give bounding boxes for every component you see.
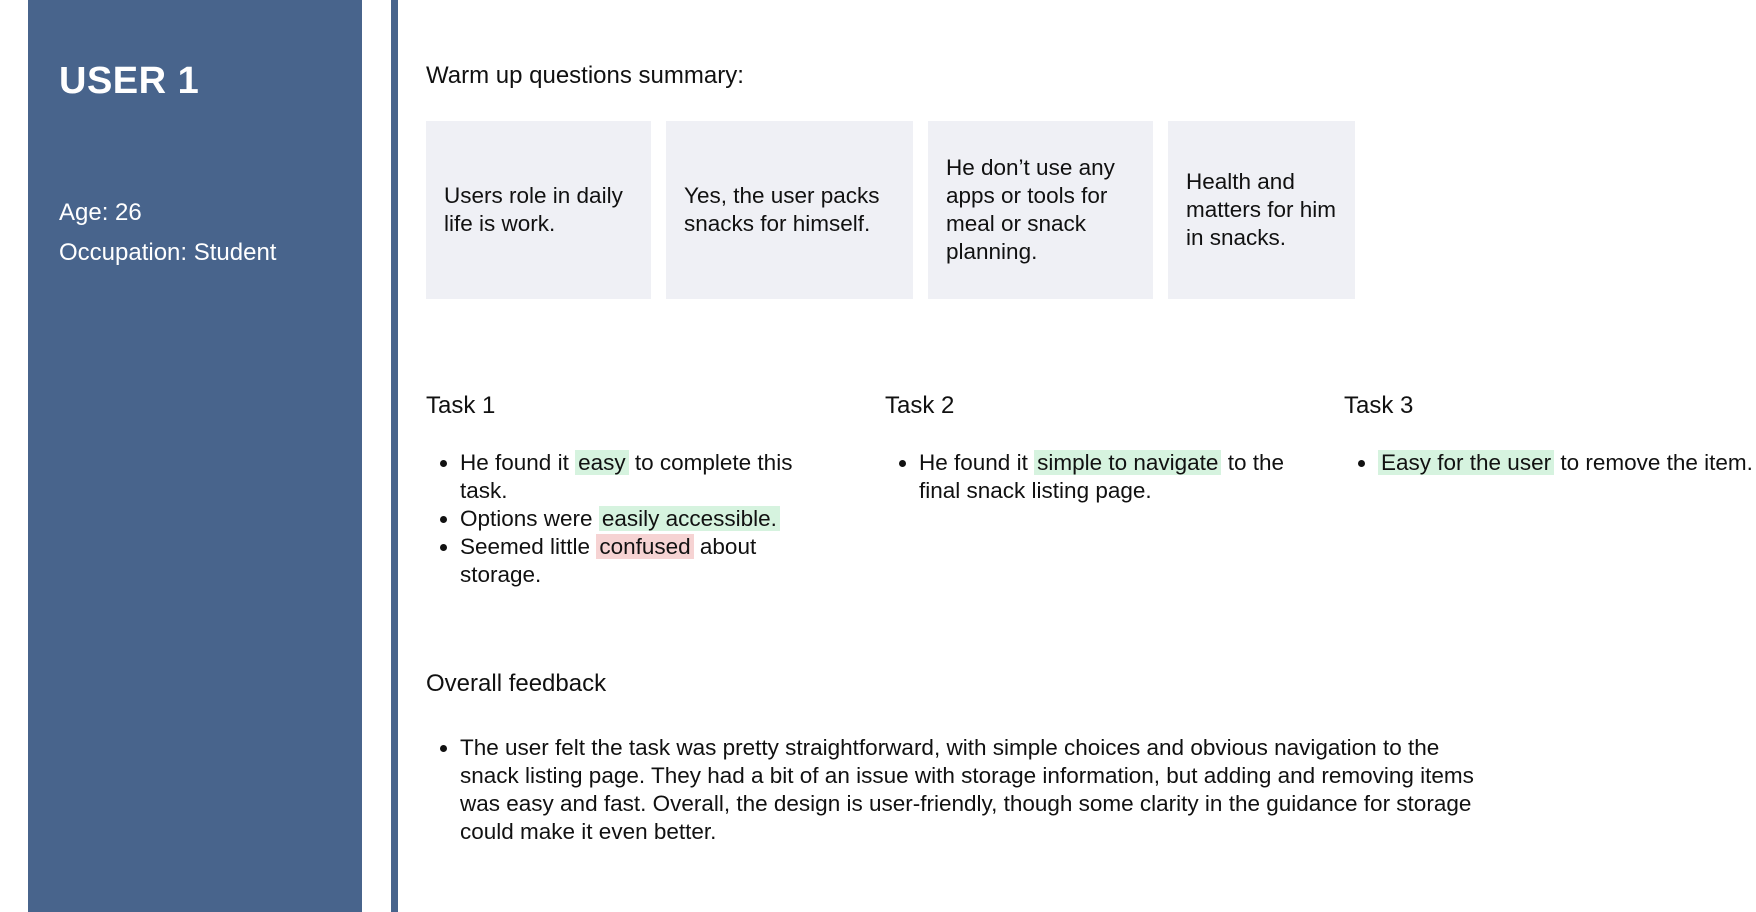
negative-highlight: confused [596,534,693,559]
user-details [59,193,276,273]
finding-text: He found it [919,450,1035,475]
task-1-findings [426,449,830,589]
finding-text: about storage. [460,534,757,587]
warmup-card-3-text: He don’t use any apps or tools for meal or snack planning. [946,155,1115,264]
task-1-finding [460,449,830,505]
overall-feedback-list [426,734,1500,846]
finding-text: to remove the item. [1554,450,1753,475]
task-2-heading: Task 2 [885,392,955,419]
task-1-finding [460,533,830,589]
user-occupation: Occupation: Student [59,239,277,266]
warmup-card-3 [928,121,1153,299]
vertical-divider [391,0,398,912]
overall-feedback-heading: Overall feedback [426,670,607,697]
positive-highlight: Easy for the user [1378,450,1554,475]
user-title: USER 1 [59,60,200,102]
finding-text: Seemed little [460,534,597,559]
overall-feedback-text: • The user felt the task was pretty straightforward, with simple choices and obvious navigation to the snack listing page. They had a bit of an issue with storage information, but adding and removing items was easy and fast. Overall, the design is user-friendly, though some clarity in the guidance for storage could make it even better. [460,734,1500,846]
positive-highlight: simple to navigate [1034,450,1221,475]
task-2-findings [885,449,1319,505]
task-3-findings [1344,449,1756,477]
user-age: Age: 26 [59,199,142,226]
user-profile-panel [28,0,362,912]
task-2-finding [919,449,1319,505]
task-1-heading: Task 1 [426,392,496,419]
task-1-finding [460,505,830,533]
warmup-card-1 [426,121,651,299]
warmup-card-4 [1168,121,1355,299]
warmup-heading: Warm up questions summary: [426,62,744,89]
task-3-finding [1378,449,1756,477]
task-3-heading: Task 3 [1344,392,1414,419]
warmup-card-2-text: Yes, the user packs snacks for himself. [684,183,880,236]
finding-text: to the final snack listing page. [919,450,1284,503]
positive-highlight: easy [575,450,629,475]
positive-highlight: easily accessible. [599,506,780,531]
warmup-card-1-text: Users role in daily life is work. [444,183,623,236]
finding-text: He found it [460,450,576,475]
finding-text: to complete this task. [460,450,793,503]
warmup-card-4-text: Health and matters for him in snacks. [1186,169,1337,250]
warmup-card-2 [666,121,913,299]
finding-text: Options were [460,506,599,531]
